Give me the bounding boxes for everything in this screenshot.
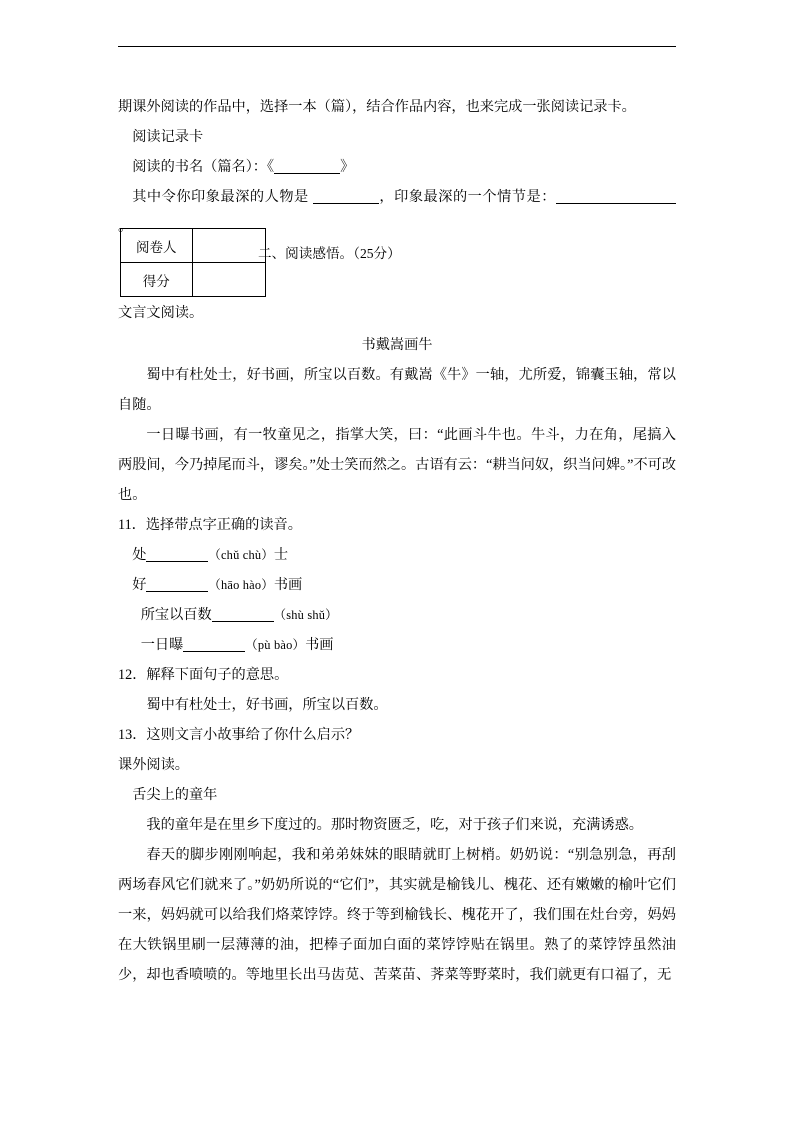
score-table-label-marker: 阅卷人 [121, 229, 193, 263]
main-body [118, 330, 676, 990]
score-table-wrapper [120, 228, 266, 297]
q11-item3-before: 所宝以百数 [140, 607, 212, 623]
q11-item2-blank[interactable] [146, 591, 208, 592]
classical-text-paragraph-1: 蜀中有杜处士，好书画，所宝以百数。有戴嵩《牛》一轴，尤所爱，锦囊玉轴，常以自随。 [118, 367, 676, 413]
question-11-item-3 [118, 600, 676, 630]
question-12-prompt: 12．解释下面句子的意思。 [118, 667, 289, 683]
impression-character-blank[interactable] [313, 203, 379, 204]
reading-card-title: 阅读记录卡 [132, 129, 204, 145]
table-row [121, 263, 266, 297]
question-13-prompt: 13．这则文言小故事给了你什么启示？ [118, 727, 360, 743]
section-two-subheading: 文言文阅读。 [118, 305, 204, 321]
q11-item2-after: 书画 [273, 577, 303, 593]
intro-continuation-line: 期课外阅读的作品中，选择一本（篇），结合作品内容，也来完成一张阅读记录卡。 [118, 99, 636, 115]
header-rule [118, 46, 676, 47]
impression-middle: ，印象最深的一个情节是： [378, 189, 556, 205]
book-title-suffix: 》 [340, 159, 355, 175]
classical-text-title: 书戴嵩画牛 [361, 337, 433, 353]
book-title-blank[interactable] [274, 173, 340, 174]
q11-item2-before: 好 [132, 577, 147, 593]
score-table-value-marker[interactable] [192, 229, 265, 263]
q11-item4-before: 一日曝 [140, 637, 184, 653]
score-table [120, 228, 266, 297]
impression-suffix: 。 [118, 219, 133, 235]
question-11-item-2 [118, 570, 676, 600]
q11-item4-blank[interactable] [183, 651, 245, 652]
section-two-subheading-wrapper [118, 298, 676, 328]
question-12-sentence: 蜀中有杜处士，好书画，所宝以百数。 [146, 697, 388, 713]
intro-and-reading-card [118, 92, 676, 242]
extracurricular-label: 课外阅读。 [118, 757, 189, 773]
reading-card-book-title-line [118, 152, 676, 182]
impression-prefix: 其中令你印象最深的人物是 [132, 189, 309, 205]
score-table-value-score[interactable] [192, 263, 265, 297]
book-title-prefix: 阅读的书名（篇名）：《 [132, 159, 275, 175]
q11-item3-blank[interactable] [212, 621, 274, 622]
score-table-label-score: 得分 [121, 263, 193, 297]
q11-item1-options: （chǔ chù） [208, 548, 274, 562]
question-11-prompt: 11．选择带点字正确的读音。 [118, 517, 302, 533]
impression-plot-blank[interactable] [556, 203, 676, 204]
question-11-item-1 [118, 540, 676, 570]
table-row [121, 229, 266, 263]
extracurricular-title: 舌尖上的童年 [132, 787, 218, 803]
q11-item1-blank[interactable] [146, 561, 208, 562]
q11-item4-options: （pù bào） [245, 638, 306, 652]
q11-item3-options: （shù shǔ） [273, 608, 338, 622]
section-two-heading: 二、阅读感悟。（25分） [258, 246, 401, 261]
extracurricular-paragraph-1: 我的童年是在里乡下度过的。那时物资匮乏，吃，对于孩子们来说，充满诱惑。 [146, 817, 643, 833]
q11-item1-before: 处 [132, 547, 147, 563]
classical-text-paragraph-2: 一日曝书画，有一牧童见之，指掌大笑，曰：“此画斗牛也。牛斗，力在角，尾搞入两股间，今乃掉尾而斗，谬矣。”处士笑而然之。古语有云：“耕当问奴，织当问婢。”不可改也。 [118, 427, 677, 503]
q11-item4-after: 书画 [305, 637, 334, 653]
q11-item1-after: 士 [273, 547, 289, 563]
extracurricular-paragraph-2: 春天的脚步刚刚响起，我和弟弟妹妹的眼睛就盯上树梢。奶奶说：“别急别急，再刮两场春风它们就来了。”奶奶所说的“它们”，其实就是榆钱儿、槐花、还有嫩嫩的榆叶它们一来，妈妈就可以给我们烙菜饽饽。终于等到榆钱长、槐花开了，我们围在灶台旁，妈妈在大铁锅里刷一层薄薄的油，把棒子面加白面的菜饽饽贴在锅里。熟了的菜饽饽虽然油少，却也香喷喷的。等地里长出马齿苋、苦菜苗、荠菜等野菜时，我们就更有口福了，无 [118, 847, 676, 983]
question-11-item-4 [118, 630, 676, 660]
q11-item2-options: （hāo hào） [208, 578, 274, 592]
